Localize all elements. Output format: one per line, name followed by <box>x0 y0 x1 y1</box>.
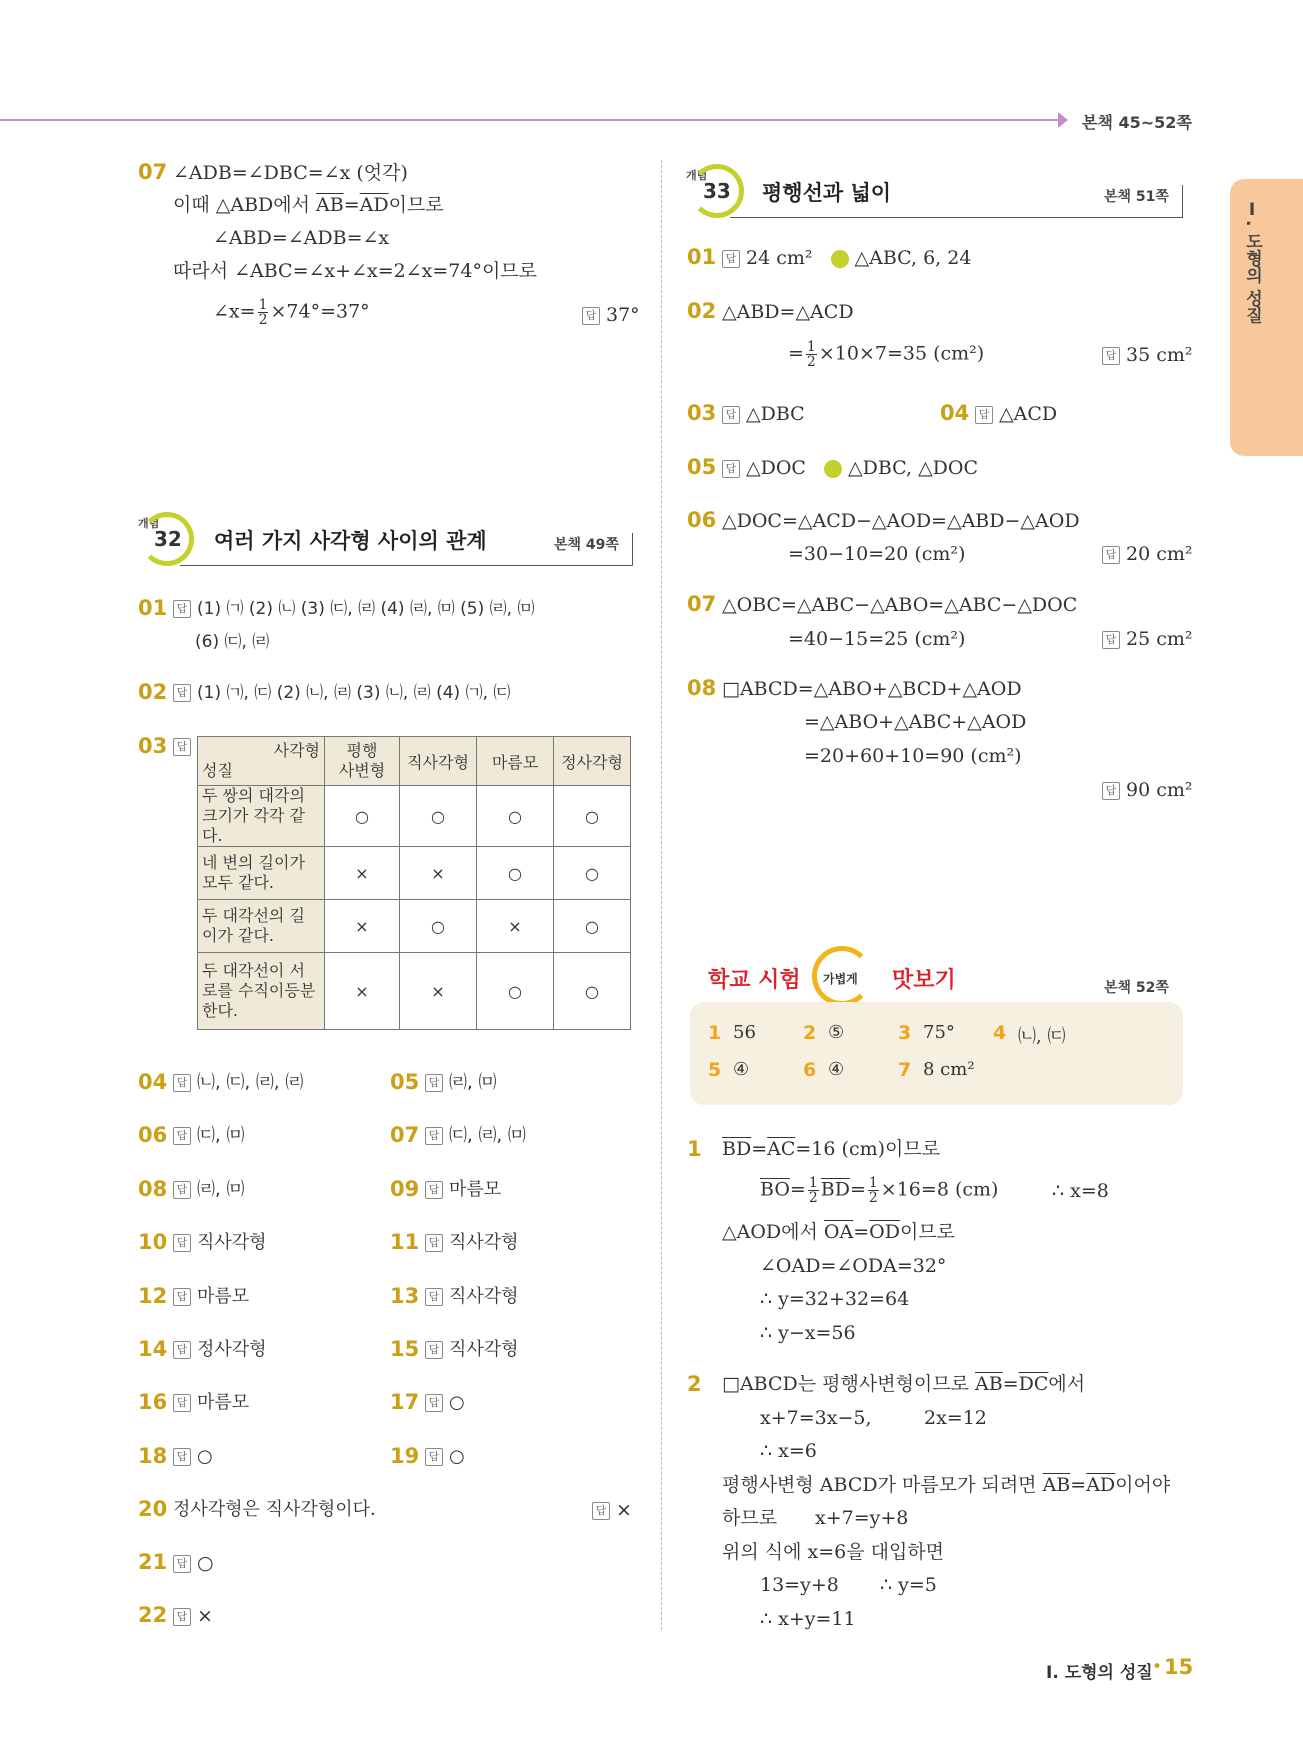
fraction <box>258 298 269 327</box>
answer-mark-icon: 답 <box>1102 546 1120 564</box>
answer-mark-icon <box>173 736 197 756</box>
sol1-line3 <box>722 1219 955 1245</box>
sol2-line3: ∴ x=6 <box>760 1440 817 1462</box>
row-label: 네 변의 길이가 모두 같다. <box>198 847 325 900</box>
answer-mark-icon: 답 <box>1102 347 1120 365</box>
answer-r03 <box>722 401 805 427</box>
text: = <box>788 342 804 365</box>
r02-answer <box>1102 342 1193 368</box>
answer-text: ○ <box>197 1552 214 1574</box>
solution-number: 2 <box>687 1372 702 1396</box>
answer-text: △DOC <box>746 457 806 479</box>
answer-text: (1) ㈀ (2) ㈁ (3) ㈂, ㈃ (4) ㈃, ㈄ (5) ㈃, ㈄ <box>197 599 535 619</box>
segment: $\overline{AB}$ <box>316 194 344 216</box>
answer-20 <box>592 1497 632 1523</box>
numerator: 1 <box>868 1175 878 1191</box>
answer-mark-icon: 답 <box>722 250 740 268</box>
answer-mark-icon: 답 <box>1102 782 1120 800</box>
problem-number: 10 <box>138 1230 168 1254</box>
school-title-2: 가볍게 <box>823 972 858 986</box>
problem-number: 04 <box>940 401 970 425</box>
answer-text: ○ <box>449 1392 465 1413</box>
answer-mark-icon: 답 <box>173 1181 191 1199</box>
answer-mark-icon: 답 <box>975 406 993 424</box>
answer-text: × <box>197 1605 213 1627</box>
answer-mark-icon: 답 <box>425 1181 443 1199</box>
text: ×10×7=35 (cm²) <box>818 342 985 365</box>
answer-text: 35 cm² <box>1126 344 1193 366</box>
quick-answer-value: ⑤ <box>828 1022 845 1043</box>
answer-text: 직사각형 <box>449 1339 519 1360</box>
r07-line1: △OBC=△ABC−△ABO=△ABC−△DOC <box>722 594 1078 616</box>
answer-mark-icon: 답 <box>425 1448 443 1466</box>
answer-text: 90 cm² <box>1126 779 1193 801</box>
cell: × <box>325 900 400 953</box>
answer-mark-icon: 답 <box>425 1341 443 1359</box>
segment: $\overline{OD}$ <box>869 1221 900 1243</box>
answer-r01 <box>722 245 971 271</box>
segment: $\overline{BD}$ <box>820 1178 850 1201</box>
r02-line2 <box>788 340 984 369</box>
text: ×16=8 (cm) <box>880 1178 999 1201</box>
table <box>197 736 631 1030</box>
numerator: 1 <box>806 339 816 355</box>
numerator: 1 <box>808 1175 818 1191</box>
header-arrow-icon <box>1058 112 1068 128</box>
answer-01 <box>173 596 534 622</box>
problem-number: 08 <box>138 1177 168 1201</box>
answer-text: △DBC <box>746 403 805 425</box>
answer-mark-icon: 답 <box>425 1127 443 1145</box>
problem-number: 07 <box>138 160 168 184</box>
footer-chapter: Ⅰ. 도형의 성질 <box>1046 1663 1153 1683</box>
r08-line2: =△ABO+△ABC+△AOD <box>804 711 1027 733</box>
answer-text: ○ <box>449 1446 465 1467</box>
section-end-tick <box>632 533 633 566</box>
answer-mark-icon: 답 <box>1102 631 1120 649</box>
segment: $\overline{AD}$ <box>1086 1474 1116 1496</box>
footer-page: 15 <box>1164 1655 1194 1679</box>
cell: ○ <box>325 786 400 847</box>
answer-mark-icon: 답 <box>173 1448 191 1466</box>
school-ref: 본책 52쪽 <box>1104 980 1169 996</box>
problem-number: 22 <box>138 1603 168 1627</box>
answer-mark-icon: 답 <box>582 307 600 325</box>
problem-number: 07 <box>687 592 717 616</box>
text: = <box>853 1221 870 1243</box>
answer-item <box>425 1070 496 1096</box>
answer-text: 20 cm² <box>1126 543 1193 565</box>
text: 평행사변형 ABCD가 마름모가 되려면 <box>722 1474 1043 1496</box>
sol1-line6: ∴ y−x=56 <box>760 1322 856 1344</box>
quick-answer-value: 75° <box>923 1022 955 1043</box>
text: = <box>1070 1474 1087 1496</box>
answer-text: 25 cm² <box>1126 628 1193 650</box>
quick-answer-number: 6 <box>803 1059 817 1081</box>
quick-answer-value: ④ <box>828 1059 845 1080</box>
answer-text: ㈁, ㈂, ㈃, ㈃ <box>197 1072 304 1093</box>
answer-item <box>173 1177 244 1203</box>
row-label: 두 쌍의 대각의 크기가 각각 같다. <box>198 786 325 847</box>
segment: $\overline{DC}$ <box>1018 1373 1049 1395</box>
concept-tag: 개념 <box>686 169 708 182</box>
col-header: 평행 사변형 <box>325 737 400 786</box>
segment: $\overline{AB}$ <box>975 1373 1003 1395</box>
text: =16 (cm)이므로 <box>795 1138 941 1160</box>
sol2-line1 <box>722 1371 1085 1397</box>
section-title: 평행선과 넓이 <box>762 181 892 205</box>
problem-number: 02 <box>687 299 717 323</box>
header-rule <box>0 119 1060 121</box>
problem-number: 18 <box>138 1444 168 1468</box>
text: 에서 <box>1048 1373 1086 1395</box>
answer-item <box>425 1230 519 1256</box>
r06-line1: △DOC=△ACD−△AOD=△ABD−△AOD <box>722 510 1080 532</box>
answer-01-cont: (6) ㈂, ㈃ <box>195 632 270 652</box>
sol1-line1 <box>722 1136 940 1162</box>
answer-item <box>173 1230 267 1256</box>
hint-text: △DBC, △DOC <box>847 457 979 479</box>
answer-text: 정사각형 <box>197 1339 267 1360</box>
r08-answer <box>1102 777 1193 803</box>
text: □ABCD는 평행사변형이므로 <box>722 1373 976 1395</box>
answer-mark-icon: 답 <box>425 1394 443 1412</box>
solution-number: 1 <box>687 1137 702 1161</box>
problem-number: 01 <box>138 596 168 620</box>
answer-mark-icon: 답 <box>173 1234 191 1252</box>
p07-answer <box>582 302 640 328</box>
hint-pencil-icon <box>831 250 849 268</box>
problem-number: 05 <box>390 1070 420 1094</box>
sol2-line4 <box>722 1472 1170 1498</box>
answer-mark-icon: 답 <box>173 600 191 618</box>
answer-mark-icon: 답 <box>592 1502 610 1520</box>
answer-text: ㈂, ㈄ <box>197 1125 245 1146</box>
hint-text: △ABC, 6, 24 <box>854 247 972 269</box>
column-divider <box>661 160 662 1630</box>
segment: $\overline{AB}$ <box>1042 1474 1071 1496</box>
answer-mark-icon: 답 <box>173 1555 191 1573</box>
section-underline <box>180 565 632 566</box>
answer-item <box>173 1070 303 1096</box>
col-header: 정사각형 <box>554 737 631 786</box>
problem-number: 04 <box>138 1070 168 1094</box>
row-label: 두 대각선이 서로를 수직이등분한다. <box>198 953 325 1030</box>
problem-number: 15 <box>390 1337 420 1361</box>
problem-number: 20 <box>138 1497 168 1521</box>
text: 이므로 <box>388 194 444 216</box>
corner-header <box>198 737 325 786</box>
quick-answer-panel <box>690 1002 1183 1105</box>
text: △AOD에서 <box>722 1221 824 1243</box>
answer-text: 직사각형 <box>449 1232 519 1253</box>
sol1-line2 <box>760 1176 998 1205</box>
fraction <box>868 1176 879 1205</box>
segment: $\overline{BD}$ <box>722 1138 752 1160</box>
answer-text: 마름모 <box>449 1179 502 1200</box>
text: = <box>751 1138 768 1160</box>
answer-mark-icon: 답 <box>173 1608 191 1626</box>
r08-line1: □ABCD=△ABO+△BCD+△AOD <box>722 678 1022 700</box>
problem-number: 17 <box>390 1390 420 1414</box>
sol1-line2-result: ∴ x=8 <box>1052 1180 1109 1202</box>
sol2-line6: 위의 식에 x=6을 대입하면 <box>722 1541 945 1563</box>
problem-number: 14 <box>138 1337 168 1361</box>
problem-number: 01 <box>687 245 717 269</box>
header-ref: 본책 45~52쪽 <box>1082 113 1192 132</box>
answer-item <box>173 1284 249 1310</box>
answer-text: 37° <box>606 304 640 326</box>
r02-line1: △ABD=△ACD <box>722 301 854 323</box>
cell: ○ <box>400 786 477 847</box>
concept-number: 33 <box>703 179 731 203</box>
answer-r05 <box>722 455 978 481</box>
text: ×74°=37° <box>270 300 370 323</box>
segment: $\overline{BO}$ <box>760 1178 790 1201</box>
answer-mark-icon: 답 <box>722 406 740 424</box>
segment: $\overline{AC}$ <box>767 1138 796 1160</box>
col-header: 마름모 <box>477 737 554 786</box>
answer-text: ㈃, ㈄ <box>449 1072 497 1093</box>
answer-mark-icon: 답 <box>173 1341 191 1359</box>
cell: × <box>325 953 400 1030</box>
answer-item <box>425 1444 465 1470</box>
problem-number: 02 <box>138 680 168 704</box>
concept-number: 32 <box>154 527 182 551</box>
answer-22 <box>173 1603 213 1629</box>
sol2-line7a: 13=y+8 <box>760 1574 839 1596</box>
answer-item <box>425 1177 501 1203</box>
r06-line2: =30−10=20 (cm²) <box>788 543 966 565</box>
problem-number: 12 <box>138 1284 168 1308</box>
section-underline <box>730 217 1182 218</box>
answer-text: ㈃, ㈄ <box>197 1179 245 1200</box>
concept-tag: 개념 <box>138 517 160 530</box>
answer-mark-icon: 답 <box>173 1074 191 1092</box>
answer-text: ㈂, ㈃, ㈄ <box>449 1125 526 1146</box>
sol2-line7b: ∴ y=5 <box>880 1574 937 1596</box>
cell: ○ <box>554 953 631 1030</box>
properties-table <box>197 736 631 1030</box>
cell: ○ <box>554 786 631 847</box>
cell: × <box>477 900 554 953</box>
problem-number: 21 <box>138 1550 168 1574</box>
section-ref: 본책 49쪽 <box>554 537 619 553</box>
text: ∠x= <box>213 300 256 323</box>
p07-line4: 따라서 ∠ABC=∠x+∠x=2∠x=74°이므로 <box>173 260 538 282</box>
answer-02 <box>173 680 510 706</box>
sol2-line8: ∴ x+y=11 <box>760 1608 856 1630</box>
sol1-line4: ∠OAD=∠ODA=32° <box>760 1255 947 1277</box>
sol2-line2b: 2x=12 <box>924 1407 987 1429</box>
cell: ○ <box>477 847 554 900</box>
denominator: 2 <box>868 1190 878 1206</box>
cell: ○ <box>477 953 554 1030</box>
answer-20-text: 정사각형은 직사각형이다. <box>173 1499 376 1520</box>
quick-answer-value: 8 cm² <box>923 1059 975 1080</box>
table-row <box>198 847 631 900</box>
problem-number: 03 <box>687 401 717 425</box>
quick-answer-number: 3 <box>898 1022 912 1044</box>
table-header-row <box>198 737 631 786</box>
sol2-line5b: x+7=y+8 <box>815 1507 909 1529</box>
text: 이어야 <box>1115 1474 1171 1496</box>
sol2-line2a: x+7=3x−5, <box>760 1407 872 1429</box>
problem-number: 09 <box>390 1177 420 1201</box>
denominator: 2 <box>808 1190 818 1206</box>
answer-mark-icon: 답 <box>722 460 740 478</box>
problem-number: 07 <box>390 1123 420 1147</box>
answer-text: ○ <box>197 1446 213 1467</box>
section-title: 여러 가지 사각형 사이의 관계 <box>214 529 487 553</box>
answer-mark-icon: 답 <box>425 1288 443 1306</box>
answer-item <box>425 1123 526 1149</box>
problem-number: 05 <box>687 455 717 479</box>
sol1-line5: ∴ y=32+32=64 <box>760 1288 910 1310</box>
text: = <box>1002 1373 1019 1395</box>
hint-pencil-icon <box>824 460 842 478</box>
segment: $\overline{AD}$ <box>359 194 389 216</box>
answer-item <box>425 1284 519 1310</box>
quick-answer-number: 4 <box>993 1022 1007 1044</box>
cell: × <box>400 847 477 900</box>
answer-mark-icon: 답 <box>173 684 191 702</box>
answer-item <box>173 1390 249 1416</box>
denominator: 2 <box>258 312 268 328</box>
corner-bottom: 성질 <box>202 761 233 780</box>
side-tab-label: Ⅰ. 도형의 성질 <box>1242 200 1262 324</box>
r07-line2: =40−15=25 (cm²) <box>788 628 966 650</box>
problem-number: 11 <box>390 1230 420 1254</box>
answer-21 <box>173 1550 214 1576</box>
text: = <box>789 1178 806 1201</box>
answer-r04 <box>975 401 1057 427</box>
problem-number: 03 <box>138 734 168 758</box>
cell: ○ <box>400 900 477 953</box>
table-row <box>198 900 631 953</box>
row-label: 두 대각선의 길이가 같다. <box>198 900 325 953</box>
answer-text: △ACD <box>999 403 1058 425</box>
text: = <box>849 1178 866 1201</box>
quick-answer-value: ㈁, ㈂ <box>1018 1026 1066 1047</box>
fraction <box>806 340 817 369</box>
answer-item <box>173 1123 244 1149</box>
answer-item <box>425 1337 519 1363</box>
answer-text: × <box>616 1499 632 1521</box>
answer-text: (1) ㈀, ㈂ (2) ㈁, ㈃ (3) ㈁, ㈃ (4) ㈀, ㈂ <box>197 683 511 703</box>
cell: × <box>325 847 400 900</box>
problem-number: 06 <box>687 508 717 532</box>
quick-answer-number: 7 <box>898 1059 912 1081</box>
table-row <box>198 786 631 847</box>
answer-text: 마름모 <box>197 1286 250 1307</box>
problem-number: 06 <box>138 1123 168 1147</box>
answer-text: 마름모 <box>197 1392 250 1413</box>
cell: ○ <box>477 786 554 847</box>
p07-line1: ∠ADB=∠DBC=∠x (엇각) <box>173 162 408 184</box>
r07-answer <box>1102 626 1193 652</box>
answer-item <box>425 1390 465 1416</box>
school-title-3: 맛보기 <box>892 968 956 993</box>
quick-answer-value: 56 <box>733 1022 756 1043</box>
text: 이므로 <box>899 1221 956 1243</box>
answer-mark-icon: 답 <box>173 1394 191 1412</box>
answer-mark-icon: 답 <box>173 1288 191 1306</box>
footer-dot: • <box>1152 1657 1163 1677</box>
section-end-tick <box>1182 185 1183 218</box>
table-row <box>198 953 631 1030</box>
p07-line5 <box>213 298 370 327</box>
cell: × <box>400 953 477 1030</box>
answer-mark-icon: 답 <box>173 1127 191 1145</box>
denominator: 2 <box>806 354 816 370</box>
problem-number: 16 <box>138 1390 168 1414</box>
sol2-line5a: 하므로 <box>722 1507 778 1529</box>
answer-mark-icon: 답 <box>425 1074 443 1092</box>
r06-answer <box>1102 541 1193 567</box>
answer-text: 직사각형 <box>197 1232 267 1253</box>
cell: ○ <box>554 847 631 900</box>
quick-answer-number: 5 <box>708 1059 722 1081</box>
quick-answer-value: ④ <box>733 1059 750 1080</box>
r08-line3: =20+60+10=90 (cm²) <box>804 745 1022 767</box>
quick-answer-number: 2 <box>803 1022 817 1044</box>
numerator: 1 <box>258 297 268 313</box>
corner-top: 사각형 <box>273 741 320 760</box>
p07-line3: ∠ABD=∠ADB=∠x <box>213 227 390 249</box>
quick-answer-number: 1 <box>708 1022 722 1044</box>
fraction <box>808 1176 819 1205</box>
problem-number: 13 <box>390 1284 420 1308</box>
section-ref: 본책 51쪽 <box>1104 189 1169 205</box>
answer-text: 직사각형 <box>449 1286 519 1307</box>
problem-number: 08 <box>687 676 717 700</box>
text: = <box>343 194 360 216</box>
segment: $\overline{OA}$ <box>823 1221 854 1243</box>
text: 이때 △ABD에서 <box>173 194 317 216</box>
answer-mark: 답 <box>173 738 191 756</box>
problem-number: 19 <box>390 1444 420 1468</box>
col-header: 직사각형 <box>400 737 477 786</box>
answer-item <box>173 1337 267 1363</box>
answer-item <box>173 1444 213 1470</box>
cell: ○ <box>554 900 631 953</box>
answer-text: 24 cm² <box>746 247 813 269</box>
answer-mark-icon: 답 <box>425 1234 443 1252</box>
school-title-1: 학교 시험 <box>708 968 801 993</box>
p07-line2 <box>173 192 444 218</box>
